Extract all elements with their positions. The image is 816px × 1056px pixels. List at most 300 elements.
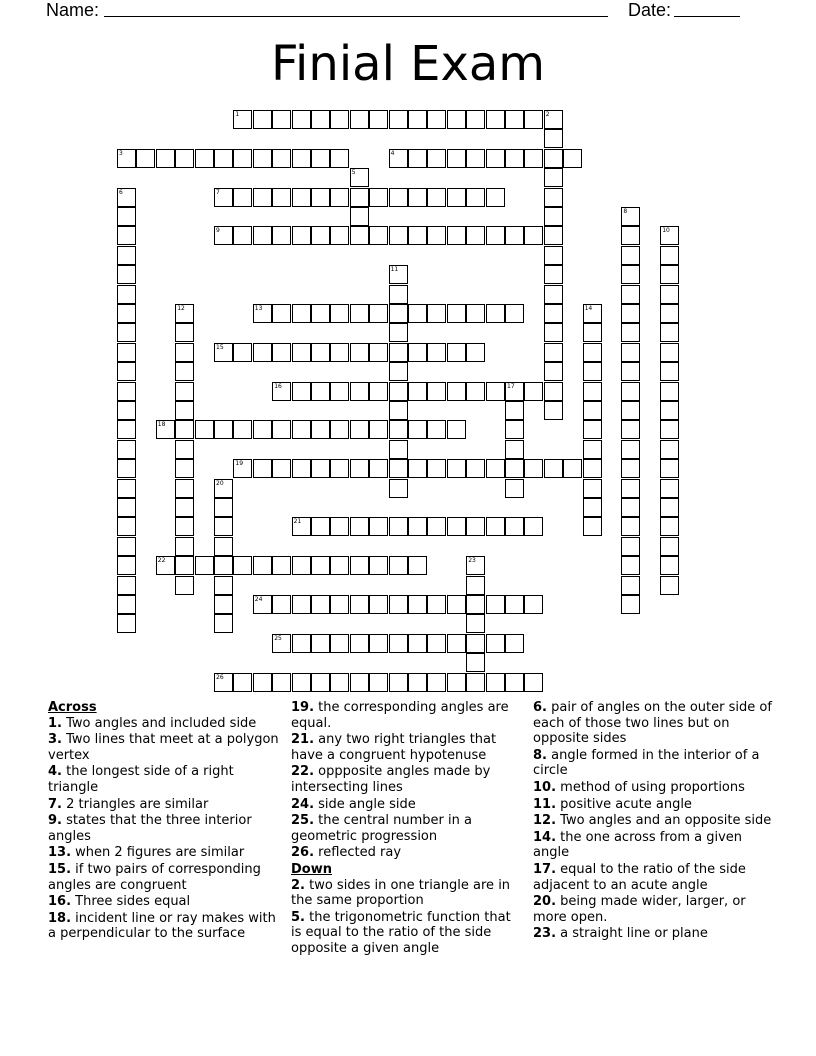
crossword-cell[interactable] [233, 343, 252, 362]
crossword-cell[interactable] [466, 304, 485, 323]
crossword-cell[interactable] [117, 537, 136, 556]
crossword-cell[interactable] [563, 149, 582, 168]
crossword-cell[interactable] [389, 517, 408, 536]
crossword-cell[interactable] [466, 459, 485, 478]
crossword-cell[interactable] [350, 517, 369, 536]
crossword-cell[interactable] [408, 226, 427, 245]
crossword-cell[interactable] [389, 556, 408, 575]
crossword-cell[interactable] [544, 226, 563, 245]
crossword-cell[interactable] [369, 634, 388, 653]
crossword-cell[interactable] [505, 479, 524, 498]
crossword-cell[interactable] [117, 149, 136, 168]
crossword-cell[interactable] [214, 479, 233, 498]
crossword-cell[interactable] [117, 188, 136, 207]
crossword-cell[interactable] [621, 556, 640, 575]
crossword-cell[interactable] [466, 149, 485, 168]
crossword-cell[interactable] [389, 265, 408, 284]
crossword-cell[interactable] [660, 304, 679, 323]
crossword-cell[interactable] [389, 595, 408, 614]
crossword-cell[interactable] [311, 634, 330, 653]
crossword-cell[interactable] [389, 110, 408, 129]
crossword-cell[interactable] [350, 595, 369, 614]
crossword-cell[interactable] [369, 673, 388, 692]
crossword-cell[interactable] [505, 304, 524, 323]
crossword-cell[interactable] [544, 459, 563, 478]
crossword-cell[interactable] [466, 595, 485, 614]
crossword-cell[interactable] [272, 304, 291, 323]
crossword-cell[interactable] [330, 149, 349, 168]
crossword-cell[interactable] [660, 226, 679, 245]
crossword-cell[interactable] [292, 226, 311, 245]
crossword-cell[interactable] [408, 382, 427, 401]
crossword-cell[interactable] [544, 401, 563, 420]
crossword-cell[interactable] [486, 595, 505, 614]
crossword-cell[interactable] [311, 459, 330, 478]
crossword-cell[interactable] [330, 459, 349, 478]
crossword-cell[interactable] [214, 673, 233, 692]
crossword-cell[interactable] [505, 517, 524, 536]
crossword-cell[interactable] [447, 343, 466, 362]
crossword-cell[interactable] [175, 401, 194, 420]
crossword-cell[interactable] [544, 207, 563, 226]
crossword-cell[interactable] [136, 149, 155, 168]
crossword-cell[interactable] [117, 595, 136, 614]
crossword-cell[interactable] [524, 673, 543, 692]
crossword-cell[interactable] [505, 634, 524, 653]
crossword-cell[interactable] [369, 382, 388, 401]
crossword-cell[interactable] [253, 226, 272, 245]
crossword-cell[interactable] [621, 479, 640, 498]
crossword-cell[interactable] [311, 517, 330, 536]
crossword-cell[interactable] [583, 323, 602, 342]
crossword-cell[interactable] [253, 149, 272, 168]
crossword-cell[interactable] [330, 343, 349, 362]
crossword-cell[interactable] [350, 304, 369, 323]
crossword-cell[interactable] [292, 556, 311, 575]
crossword-cell[interactable] [621, 440, 640, 459]
crossword-cell[interactable] [621, 459, 640, 478]
crossword-cell[interactable] [505, 595, 524, 614]
crossword-cell[interactable] [292, 304, 311, 323]
crossword-cell[interactable] [447, 382, 466, 401]
crossword-cell[interactable] [330, 304, 349, 323]
crossword-cell[interactable] [117, 362, 136, 381]
crossword-cell[interactable] [621, 401, 640, 420]
crossword-cell[interactable] [214, 188, 233, 207]
crossword-cell[interactable] [544, 246, 563, 265]
crossword-cell[interactable] [408, 517, 427, 536]
crossword-cell[interactable] [292, 382, 311, 401]
crossword-cell[interactable] [389, 343, 408, 362]
crossword-cell[interactable] [175, 362, 194, 381]
crossword-cell[interactable] [369, 343, 388, 362]
crossword-cell[interactable] [369, 556, 388, 575]
crossword-cell[interactable] [544, 110, 563, 129]
crossword-cell[interactable] [175, 479, 194, 498]
crossword-cell[interactable] [524, 149, 543, 168]
crossword-cell[interactable] [369, 459, 388, 478]
crossword-cell[interactable] [253, 343, 272, 362]
crossword-cell[interactable] [272, 595, 291, 614]
crossword-cell[interactable] [427, 459, 446, 478]
crossword-cell[interactable] [175, 576, 194, 595]
crossword-cell[interactable] [389, 285, 408, 304]
crossword-cell[interactable] [253, 556, 272, 575]
crossword-cell[interactable] [272, 634, 291, 653]
crossword-cell[interactable] [660, 285, 679, 304]
crossword-cell[interactable] [427, 149, 446, 168]
crossword-cell[interactable] [621, 343, 640, 362]
crossword-cell[interactable] [389, 634, 408, 653]
crossword-cell[interactable] [660, 459, 679, 478]
crossword-cell[interactable] [214, 420, 233, 439]
crossword-cell[interactable] [544, 149, 563, 168]
crossword-cell[interactable] [117, 614, 136, 633]
crossword-cell[interactable] [621, 207, 640, 226]
crossword-cell[interactable] [660, 343, 679, 362]
crossword-cell[interactable] [175, 304, 194, 323]
crossword-cell[interactable] [660, 246, 679, 265]
crossword-cell[interactable] [311, 673, 330, 692]
crossword-cell[interactable] [214, 556, 233, 575]
crossword-cell[interactable] [272, 673, 291, 692]
crossword-cell[interactable] [505, 110, 524, 129]
crossword-cell[interactable] [117, 459, 136, 478]
crossword-cell[interactable] [408, 673, 427, 692]
crossword-cell[interactable] [621, 246, 640, 265]
crossword-cell[interactable] [660, 479, 679, 498]
crossword-cell[interactable] [117, 576, 136, 595]
crossword-cell[interactable] [447, 420, 466, 439]
crossword-cell[interactable] [330, 226, 349, 245]
crossword-cell[interactable] [389, 304, 408, 323]
crossword-cell[interactable] [544, 323, 563, 342]
crossword-cell[interactable] [486, 188, 505, 207]
crossword-cell[interactable] [486, 517, 505, 536]
crossword-cell[interactable] [292, 595, 311, 614]
crossword-cell[interactable] [486, 382, 505, 401]
crossword-cell[interactable] [175, 149, 194, 168]
crossword-cell[interactable] [660, 576, 679, 595]
crossword-cell[interactable] [195, 420, 214, 439]
crossword-cell[interactable] [272, 188, 291, 207]
crossword-cell[interactable] [408, 188, 427, 207]
crossword-cell[interactable] [175, 459, 194, 478]
crossword-cell[interactable] [117, 246, 136, 265]
crossword-cell[interactable] [408, 459, 427, 478]
crossword-cell[interactable] [544, 285, 563, 304]
crossword-cell[interactable] [272, 226, 291, 245]
crossword-cell[interactable] [330, 673, 349, 692]
crossword-cell[interactable] [427, 595, 446, 614]
crossword-cell[interactable] [233, 110, 252, 129]
crossword-cell[interactable] [447, 673, 466, 692]
crossword-cell[interactable] [466, 382, 485, 401]
crossword-cell[interactable] [195, 149, 214, 168]
crossword-cell[interactable] [175, 420, 194, 439]
crossword-cell[interactable] [466, 673, 485, 692]
crossword-cell[interactable] [292, 343, 311, 362]
crossword-cell[interactable] [621, 323, 640, 342]
crossword-cell[interactable] [544, 168, 563, 187]
crossword-cell[interactable] [311, 420, 330, 439]
crossword-cell[interactable] [447, 226, 466, 245]
crossword-cell[interactable] [447, 304, 466, 323]
crossword-cell[interactable] [486, 459, 505, 478]
crossword-cell[interactable] [660, 556, 679, 575]
crossword-cell[interactable] [660, 362, 679, 381]
crossword-cell[interactable] [214, 595, 233, 614]
crossword-cell[interactable] [330, 556, 349, 575]
crossword-cell[interactable] [311, 304, 330, 323]
crossword-cell[interactable] [466, 226, 485, 245]
crossword-cell[interactable] [408, 343, 427, 362]
crossword-cell[interactable] [621, 362, 640, 381]
crossword-cell[interactable] [272, 343, 291, 362]
crossword-cell[interactable] [486, 226, 505, 245]
crossword-cell[interactable] [466, 576, 485, 595]
crossword-cell[interactable] [311, 149, 330, 168]
crossword-cell[interactable] [292, 634, 311, 653]
crossword-cell[interactable] [330, 188, 349, 207]
crossword-cell[interactable] [486, 110, 505, 129]
crossword-cell[interactable] [621, 595, 640, 614]
crossword-cell[interactable] [389, 479, 408, 498]
crossword-cell[interactable] [408, 556, 427, 575]
crossword-cell[interactable] [311, 188, 330, 207]
crossword-cell[interactable] [408, 595, 427, 614]
crossword-cell[interactable] [427, 517, 446, 536]
crossword-cell[interactable] [524, 517, 543, 536]
crossword-cell[interactable] [563, 459, 582, 478]
crossword-cell[interactable] [427, 382, 446, 401]
crossword-cell[interactable] [292, 459, 311, 478]
crossword-cell[interactable] [350, 382, 369, 401]
crossword-cell[interactable] [350, 343, 369, 362]
crossword-cell[interactable] [408, 304, 427, 323]
crossword-cell[interactable] [117, 382, 136, 401]
crossword-cell[interactable] [583, 459, 602, 478]
crossword-cell[interactable] [253, 420, 272, 439]
crossword-cell[interactable] [389, 188, 408, 207]
crossword-cell[interactable] [621, 304, 640, 323]
crossword-cell[interactable] [350, 634, 369, 653]
crossword-cell[interactable] [253, 304, 272, 323]
crossword-cell[interactable] [292, 188, 311, 207]
crossword-cell[interactable] [621, 226, 640, 245]
crossword-cell[interactable] [544, 129, 563, 148]
crossword-cell[interactable] [466, 653, 485, 672]
crossword-cell[interactable] [175, 323, 194, 342]
crossword-cell[interactable] [292, 149, 311, 168]
crossword-cell[interactable] [447, 595, 466, 614]
crossword-cell[interactable] [389, 226, 408, 245]
crossword-cell[interactable] [117, 323, 136, 342]
crossword-cell[interactable] [369, 110, 388, 129]
crossword-cell[interactable] [660, 265, 679, 284]
crossword-cell[interactable] [621, 498, 640, 517]
crossword-cell[interactable] [350, 226, 369, 245]
crossword-cell[interactable] [350, 188, 369, 207]
crossword-cell[interactable] [117, 343, 136, 362]
crossword-cell[interactable] [389, 440, 408, 459]
crossword-cell[interactable] [350, 420, 369, 439]
crossword-cell[interactable] [660, 537, 679, 556]
crossword-cell[interactable] [447, 149, 466, 168]
crossword-cell[interactable] [583, 362, 602, 381]
crossword-cell[interactable] [447, 634, 466, 653]
crossword-cell[interactable] [272, 420, 291, 439]
crossword-cell[interactable] [660, 401, 679, 420]
crossword-cell[interactable] [350, 556, 369, 575]
crossword-cell[interactable] [369, 420, 388, 439]
crossword-cell[interactable] [214, 614, 233, 633]
crossword-cell[interactable] [117, 207, 136, 226]
crossword-cell[interactable] [175, 556, 194, 575]
crossword-cell[interactable] [524, 382, 543, 401]
crossword-cell[interactable] [621, 517, 640, 536]
crossword-cell[interactable] [447, 110, 466, 129]
crossword-cell[interactable] [233, 149, 252, 168]
crossword-cell[interactable] [408, 420, 427, 439]
crossword-cell[interactable] [330, 595, 349, 614]
crossword-cell[interactable] [621, 285, 640, 304]
crossword-cell[interactable] [486, 304, 505, 323]
crossword-cell[interactable] [544, 343, 563, 362]
crossword-cell[interactable] [369, 595, 388, 614]
crossword-cell[interactable] [660, 440, 679, 459]
crossword-cell[interactable] [466, 517, 485, 536]
crossword-cell[interactable] [427, 188, 446, 207]
crossword-cell[interactable] [117, 304, 136, 323]
crossword-cell[interactable] [583, 479, 602, 498]
crossword-cell[interactable] [214, 226, 233, 245]
crossword-cell[interactable] [311, 226, 330, 245]
crossword-cell[interactable] [505, 673, 524, 692]
crossword-cell[interactable] [389, 149, 408, 168]
crossword-cell[interactable] [175, 382, 194, 401]
crossword-cell[interactable] [544, 304, 563, 323]
crossword-cell[interactable] [408, 149, 427, 168]
crossword-cell[interactable] [156, 420, 175, 439]
crossword-cell[interactable] [253, 595, 272, 614]
crossword-cell[interactable] [253, 110, 272, 129]
crossword-cell[interactable] [272, 556, 291, 575]
crossword-cell[interactable] [583, 440, 602, 459]
crossword-cell[interactable] [117, 517, 136, 536]
crossword-cell[interactable] [427, 343, 446, 362]
crossword-cell[interactable] [272, 149, 291, 168]
crossword-cell[interactable] [544, 188, 563, 207]
crossword-cell[interactable] [175, 440, 194, 459]
crossword-cell[interactable] [505, 401, 524, 420]
crossword-cell[interactable] [524, 226, 543, 245]
crossword-cell[interactable] [117, 285, 136, 304]
crossword-cell[interactable] [583, 304, 602, 323]
crossword-cell[interactable] [389, 420, 408, 439]
crossword-cell[interactable] [466, 110, 485, 129]
crossword-cell[interactable] [486, 634, 505, 653]
crossword-cell[interactable] [117, 265, 136, 284]
crossword-cell[interactable] [175, 343, 194, 362]
crossword-cell[interactable] [369, 188, 388, 207]
crossword-cell[interactable] [330, 110, 349, 129]
crossword-cell[interactable] [389, 362, 408, 381]
crossword-cell[interactable] [350, 207, 369, 226]
crossword-cell[interactable] [466, 614, 485, 633]
crossword-cell[interactable] [175, 537, 194, 556]
crossword-cell[interactable] [253, 188, 272, 207]
crossword-cell[interactable] [175, 517, 194, 536]
crossword-cell[interactable] [214, 149, 233, 168]
crossword-cell[interactable] [427, 110, 446, 129]
crossword-cell[interactable] [660, 420, 679, 439]
crossword-cell[interactable] [214, 537, 233, 556]
crossword-cell[interactable] [583, 401, 602, 420]
crossword-cell[interactable] [253, 459, 272, 478]
crossword-cell[interactable] [583, 420, 602, 439]
crossword-cell[interactable] [583, 517, 602, 536]
crossword-cell[interactable] [233, 188, 252, 207]
crossword-cell[interactable] [330, 382, 349, 401]
crossword-cell[interactable] [427, 304, 446, 323]
crossword-cell[interactable] [272, 110, 291, 129]
crossword-cell[interactable] [233, 673, 252, 692]
crossword-cell[interactable] [447, 459, 466, 478]
crossword-cell[interactable] [292, 110, 311, 129]
crossword-cell[interactable] [117, 440, 136, 459]
crossword-cell[interactable] [466, 188, 485, 207]
crossword-cell[interactable] [660, 323, 679, 342]
crossword-cell[interactable] [369, 304, 388, 323]
crossword-cell[interactable] [660, 517, 679, 536]
crossword-cell[interactable] [233, 459, 252, 478]
crossword-cell[interactable] [253, 673, 272, 692]
crossword-cell[interactable] [350, 459, 369, 478]
crossword-cell[interactable] [660, 382, 679, 401]
crossword-cell[interactable] [583, 498, 602, 517]
crossword-cell[interactable] [408, 634, 427, 653]
crossword-cell[interactable] [486, 673, 505, 692]
crossword-cell[interactable] [292, 517, 311, 536]
crossword-cell[interactable] [524, 110, 543, 129]
crossword-cell[interactable] [621, 537, 640, 556]
crossword-cell[interactable] [505, 382, 524, 401]
crossword-cell[interactable] [233, 420, 252, 439]
crossword-cell[interactable] [311, 556, 330, 575]
crossword-cell[interactable] [427, 226, 446, 245]
crossword-cell[interactable] [156, 556, 175, 575]
crossword-cell[interactable] [156, 149, 175, 168]
crossword-cell[interactable] [330, 420, 349, 439]
crossword-cell[interactable] [408, 110, 427, 129]
crossword-cell[interactable] [350, 673, 369, 692]
crossword-cell[interactable] [621, 265, 640, 284]
crossword-cell[interactable] [117, 420, 136, 439]
crossword-cell[interactable] [233, 226, 252, 245]
crossword-cell[interactable] [621, 382, 640, 401]
crossword-cell[interactable] [233, 556, 252, 575]
crossword-cell[interactable] [117, 401, 136, 420]
crossword-cell[interactable] [311, 110, 330, 129]
crossword-cell[interactable] [389, 382, 408, 401]
crossword-cell[interactable] [350, 110, 369, 129]
crossword-cell[interactable] [505, 226, 524, 245]
crossword-cell[interactable] [195, 556, 214, 575]
crossword-cell[interactable] [389, 323, 408, 342]
crossword-cell[interactable] [330, 634, 349, 653]
crossword-cell[interactable] [389, 459, 408, 478]
